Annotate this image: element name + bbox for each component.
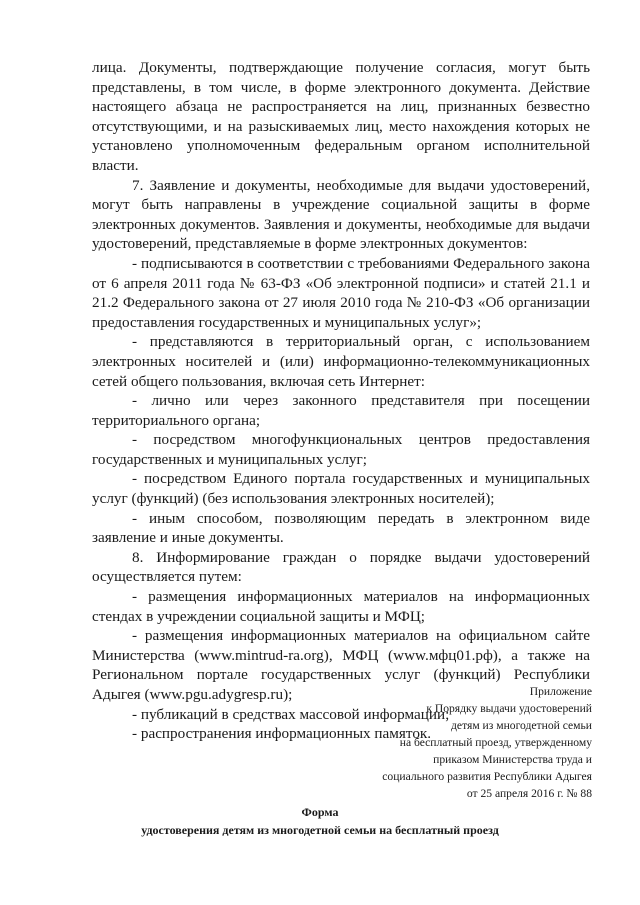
section-8-item: - публикаций в средствах массовой информации; — [132, 705, 450, 723]
form-subtitle: удостоверения детям из многодетной семьи на бесплатный проезд — [141, 823, 499, 837]
form-title: Форма — [301, 805, 339, 819]
section-7-item: - лично или через законного представителя при посещении территориального органа; — [92, 392, 590, 429]
appendix-line: детям из многодетной семьи — [451, 719, 592, 732]
appendix-line: от 25 апреля 2016 г. № 88 — [466, 787, 592, 800]
section-7-item: - посредством многофункциональных центров предоставления государственных и муниципальных услуг; — [92, 431, 590, 468]
section-8-item: - распространения информационных памяток. — [132, 725, 432, 743]
section-7-item: - посредством Единого портала государственных и муниципальных услуг (функций) (без использования электронных носителей); — [92, 470, 590, 508]
appendix-line: социального развития Республики Адыгея — [382, 770, 592, 783]
section-8-intro: 8. Информирование граждан о порядке выдачи удостоверений осуществляется путем: — [92, 548, 590, 586]
section-8-item: - размещения информационных материалов на информационных стендах в учреждении социальной защиты и МФЦ; — [92, 588, 590, 625]
continuation-paragraph: лица. Документы, подтверждающие получение согласия, могут быть представлены, в том числе, в форме электронного документа. Действие настоящего абзаца не распространяется на лиц, признанных безвестно отсутствующими, и на разыскиваемых лиц, место нахождения которых не установлено уполномоченным федеральным органом исполнительной власти. — [92, 59, 590, 174]
section-7-item: - представляются в территориальный орган, с использованием электронных носителей и (или) информационно-телекоммуникационных сетей общего пользования, включая сеть Интернет: — [92, 333, 590, 390]
section-7-intro: 7. Заявление и документы, необходимые для выдачи удостоверений, могут быть направлены в учреждение социальной защиты в форме электронных документов. Заявления и документы, необходимые для выдачи удостоверений, представляемые в форме электронных документов: — [92, 176, 590, 253]
section-8-item: - размещения информационных материалов на официальном сайте Министерства (www.mintrud-ra.org), МФЦ (www.мфц01.рф), а также на Региональном портале государственных услуг (функций) Республики Адыгея (www.pgu.adygresp.ru); — [92, 627, 590, 703]
appendix-line: приказом Министерства труда и — [433, 753, 592, 766]
appendix-line: к Порядку выдачи удостоверений — [426, 702, 592, 715]
appendix-line: на бесплатный проезд, утвержденному — [399, 736, 592, 749]
appendix-line: Приложение — [529, 685, 592, 698]
document-body — [92, 58, 590, 744]
section-7-item: - подписываются в соответствии с требованиями Федерального закона от 6 апреля 2011 года № 63-ФЗ «Об электронной подписи» и статей 21.1 и 21.2 Федерального закона от 27 июля 2010 года № 210-ФЗ «Об организации предоставления государственных и муниципальных услуг»; — [92, 254, 590, 331]
appendix-block — [272, 683, 592, 802]
section-7-item: - иным способом, позволяющим передать в электронном виде заявление и иные документы. — [92, 509, 590, 547]
